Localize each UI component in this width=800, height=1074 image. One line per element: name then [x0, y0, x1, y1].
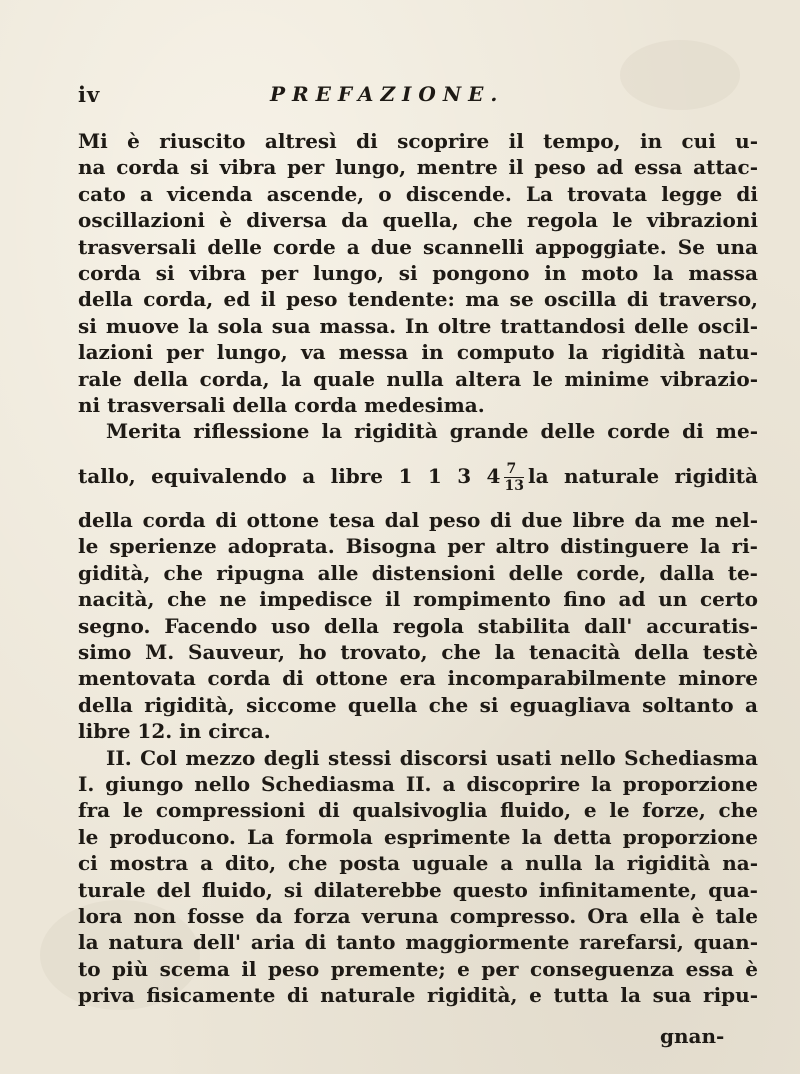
text-line: ci mostra a dito, che posta uguale a nulla la rigidità na-	[78, 851, 758, 876]
formula-text-after: la naturale rigidità	[527, 463, 759, 488]
text-line: priva fisicamente di naturale rigidità, e tutta la sua ripu-	[78, 983, 758, 1008]
text-line: simo M. Sauveur, ho trovato, che la tenacità della testè	[78, 639, 758, 664]
text-line: turale del fluido, si dilaterebbe questo infinitamente, qua-	[78, 877, 758, 902]
text-line: to più scema il peso premente; e per conseguenza essa è	[78, 956, 758, 981]
text-line: trasversali delle corde a due scannelli appoggiate. Se una	[78, 234, 758, 259]
text-line: corda si vibra per lungo, si pongono in moto la massa	[78, 261, 758, 286]
text-line: lora non fosse da forza veruna compresso. Ora ella è tale	[78, 903, 758, 928]
catchword: gnan-	[660, 1024, 725, 1048]
text-line: ni trasversali della corda medesima.	[78, 393, 485, 418]
text-line: rale della corda, la quale nulla altera le minime vibrazio-	[78, 366, 758, 391]
text-line: lazioni per lungo, va messa in computo la rigidità natu-	[78, 340, 758, 365]
text-line: na corda si vibra per lungo, mentre il peso ad essa attac-	[78, 155, 758, 180]
text-line: della corda, ed il peso tendente: ma se oscilla di traverso,	[78, 287, 758, 312]
fraction-denominator: 13	[504, 477, 524, 494]
text-line: della rigidità, siccome quella che si eguagliava soltanto a	[78, 692, 758, 717]
running-title: PREFAZIONE.	[270, 82, 505, 106]
text-line: gidità, che ripugna alle distensioni delle corde, dalla te-	[78, 560, 758, 585]
text-line: della corda di ottone tesa dal peso di due libre da me nel-	[78, 507, 758, 532]
page-number: iv	[78, 82, 101, 107]
text-line: Merita riflessione la rigidità grande delle corde di me-	[106, 419, 758, 444]
text-line: libre 12. in circa.	[78, 719, 271, 744]
text-line: le producono. La formola esprimente la detta proporzione	[78, 824, 758, 849]
fraction-numerator: 7	[504, 461, 523, 478]
text-line: II. Col mezzo degli stessi discorsi usati nello Schediasma	[106, 745, 758, 770]
text-line: segno. Facendo uso della regola stabilita dall' accuratis-	[78, 613, 758, 638]
body-text	[78, 128, 758, 1009]
formula-text-before: tallo, equivalendo a libre 1 1 3 4	[78, 463, 501, 488]
text-line: oscillazioni è diversa da quella, che regola le vibrazioni	[78, 208, 758, 233]
fraction	[504, 461, 523, 494]
text-line: nacità, che ne impedisce il rompimento fino ad un certo	[78, 587, 758, 612]
text-line: si muove la sola sua massa. In oltre trattandosi delle oscil-	[78, 313, 758, 338]
text-line: I. giungo nello Schediasma II. a discoprire la proporzione	[78, 771, 758, 796]
text-line: cato a vicenda ascende, o discende. La trovata legge di	[78, 181, 758, 206]
formula-line	[78, 445, 758, 507]
text-line: Mi è riuscito altresì di scoprire il tempo, in cui u-	[78, 129, 758, 153]
text-line: le sperienze adoprata. Bisogna per altro distinguere la ri-	[78, 534, 758, 559]
text-line: la natura dell' aria di tanto maggiormente rarefarsi, quan-	[78, 930, 758, 955]
text-line: fra le compressioni di qualsivoglia fluido, e le forze, che	[78, 798, 758, 823]
page-header	[78, 82, 750, 112]
text-line: mentovata corda di ottone era incomparabilmente minore	[78, 666, 758, 691]
